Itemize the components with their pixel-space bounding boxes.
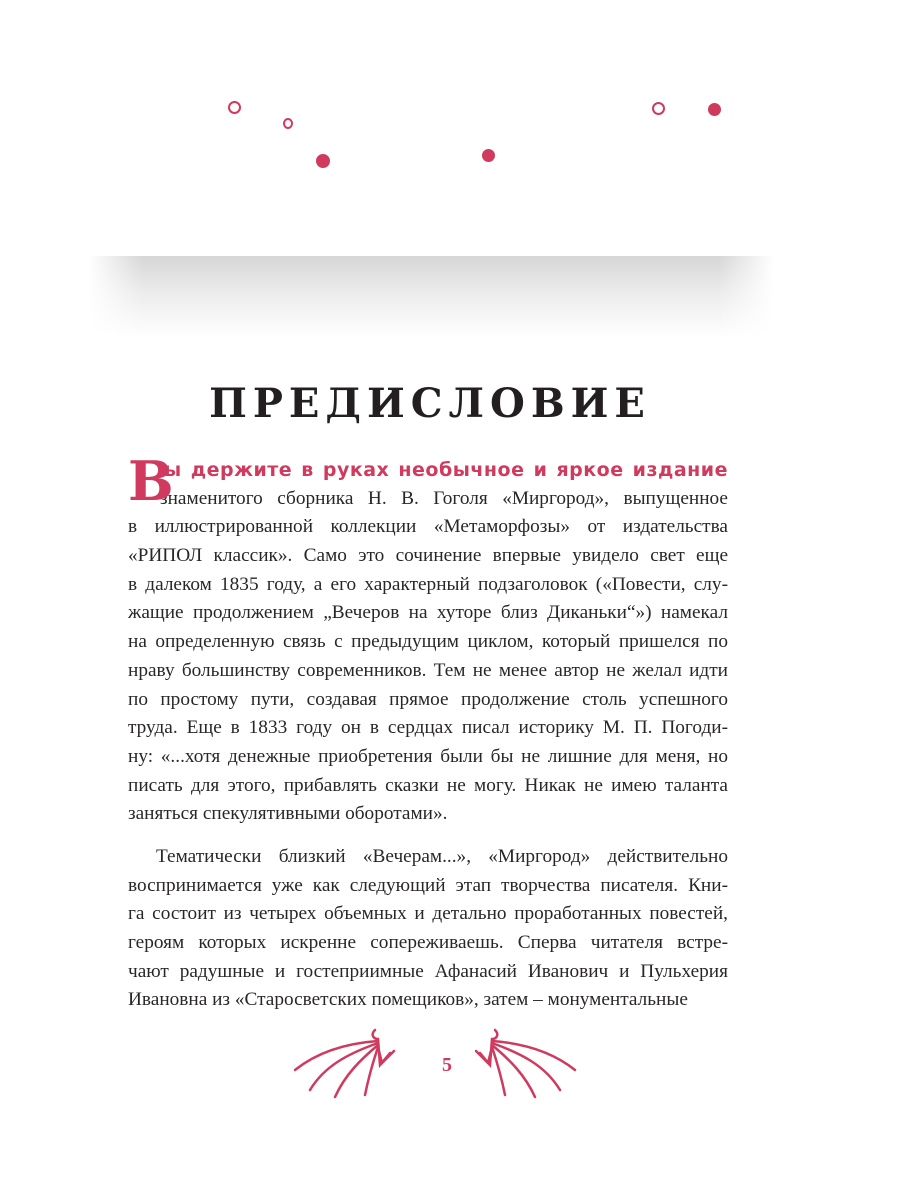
text-line: нраву большинству современников. Тем не менее автор не желал идти	[128, 659, 728, 681]
decorative-dot	[283, 118, 293, 129]
text-line: писать для этого, прибавлять сказки не могу. Никак не имею таланта	[128, 774, 728, 796]
decorative-dot	[652, 102, 665, 115]
decorative-dot	[708, 103, 721, 116]
header-gradient-band	[88, 256, 774, 338]
text-line: жащие продолжением „Вечеров на хуторе близ Диканьки“») намекал	[128, 602, 728, 624]
decorative-dot	[228, 101, 241, 114]
text-line: ну: «...хотя денежные приобретения были бы не лишние для меня, но	[128, 745, 728, 767]
text-line: заняться спекулятивными оборотами».	[128, 803, 448, 825]
page-title: ПРЕДИСЛОВИЕ	[209, 380, 651, 427]
page-number: 5	[442, 1054, 452, 1076]
text-line: в иллюстрированной коллекции «Метаморфозы» от издательства	[128, 516, 728, 538]
text-line: знаменитого сборника Н. В. Гоголя «Миргород», выпущенное	[160, 487, 728, 509]
text-line: га состоит из четырех объемных и детально проработанных повестей,	[128, 903, 728, 925]
text-line: Ивановна из «Старосветских помещиков», затем – монументальные	[128, 989, 688, 1011]
text-line: героям которых искренне сопереживаешь. Сперва читателя встре-	[128, 932, 728, 953]
decorative-dot	[316, 154, 330, 168]
text-line: воспринимается уже как следующий этап творчества писателя. Кни-	[128, 874, 728, 896]
text-line: по простому пути, создавая прямое продолжение столь успешного	[128, 688, 728, 710]
text-line: Тематически близкий «Вечерам...», «Миргород» действительно	[156, 845, 728, 867]
body-text	[128, 449, 728, 1015]
right-wing-ornament	[470, 1025, 580, 1105]
decorative-dot	[482, 149, 495, 162]
text-line: «РИПОЛ классик». Само это сочинение впервые увидело свет еще	[128, 545, 728, 567]
drop-cap: В	[128, 449, 174, 513]
text-line: труда. Еще в 1833 году он в сердцах писал историку М. П. Погоди-	[128, 717, 728, 739]
text-line: на определенную связь с предыдущим циклом, который пришелся по	[128, 631, 728, 653]
lead-in: ы держите в руках необычное и яркое издание	[164, 459, 728, 481]
text-line: в далеком 1835 году, а его характерный подзаголовок («Повести, слу-	[128, 573, 728, 595]
text-line: чают радушные и гостеприимные Афанасий Иванович и Пульхерия	[128, 960, 728, 982]
left-wing-ornament	[290, 1025, 400, 1105]
